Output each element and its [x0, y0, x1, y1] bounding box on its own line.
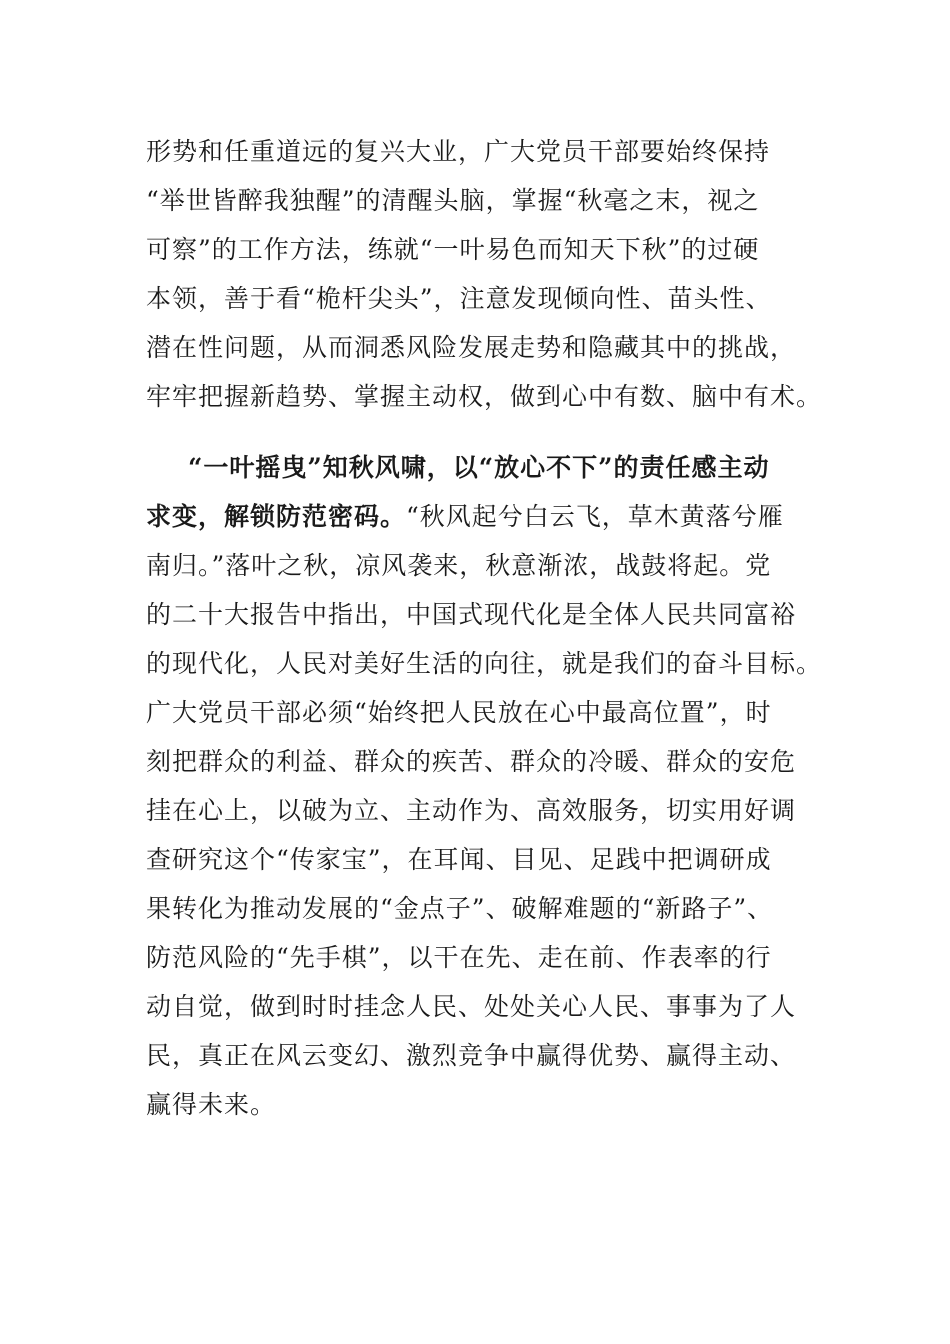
paragraph-2-line-8: 挂在心上，以破为立、主动作为、高效服务，切实用好调: [146, 796, 797, 825]
paragraph-2-line-2-text: “秋风起兮白云飞，草木黄落兮雁: [406, 502, 784, 531]
paragraph-1-line-4: 本领，善于看“桅杆尖头”，注意发现倾向性、苗头性、: [146, 284, 772, 313]
paragraph-1-line-2: “举世皆醉我独醒”的清醒头脑，掌握“秋毫之末，视之: [146, 186, 760, 215]
paragraph-2-line-13: 民，真正在风云变幻、激烈竞争中赢得优势、赢得主动、: [146, 1041, 797, 1070]
paragraph-1-line-1: 形势和任重道远的复兴大业，广大党员干部要始终保持: [146, 137, 771, 166]
paragraph-2-line-2: [146, 492, 826, 542]
paragraph-1-line-3: 可察”的工作方法，练就“一叶易色而知天下秋”的过硬: [146, 235, 760, 264]
paragraph-1-line-6: 牢牢把握新趋势、掌握主动权，做到心中有数、脑中有术。: [146, 382, 823, 411]
paragraph-2-line-7: 刻把群众的利益、群众的疾苦、群众的冷暖、群众的安危: [146, 747, 797, 776]
paragraph-2-line-6: 广大党员干部必须“始终把人民放在心中最高位置”，时: [146, 698, 772, 727]
paragraph-2-line-3: 南归。”落叶之秋，凉风袭来，秋意渐浓，战鼓将起。党: [146, 551, 772, 580]
paragraph-2-line-14: 赢得未来。: [146, 1090, 277, 1119]
paragraph-2-heading: “一叶摇曳”知秋风啸，以“放心不下”的责任感主动: [188, 453, 770, 482]
paragraph-2-line-5: 的现代化，人民对美好生活的向往，就是我们的奋斗目标。: [146, 649, 823, 678]
paragraph-2-line-12: 动自觉，做到时时挂念人民、处处关心人民、事事为了人: [146, 992, 797, 1021]
paragraph-1-line-5: 潜在性问题，从而洞悉风险发展走势和隐藏其中的挑战，: [146, 333, 797, 362]
paragraph-2-line-11: 防范风险的“先手棋”，以干在先、走在前、作表率的行: [146, 943, 772, 972]
paragraph-2-line-4: 的二十大报告中指出，中国式现代化是全体人民共同富裕: [146, 600, 797, 629]
paragraph-2-heading-end: 求变，解锁防范密码。: [146, 502, 407, 531]
paragraph-2-line-10: 果转化为推动发展的“金点子”、破解难题的“新路子”、: [146, 894, 774, 923]
paragraph-2-line-9: 查研究这个“传家宝”，在耳闻、目见、足践中把调研成: [146, 845, 772, 874]
